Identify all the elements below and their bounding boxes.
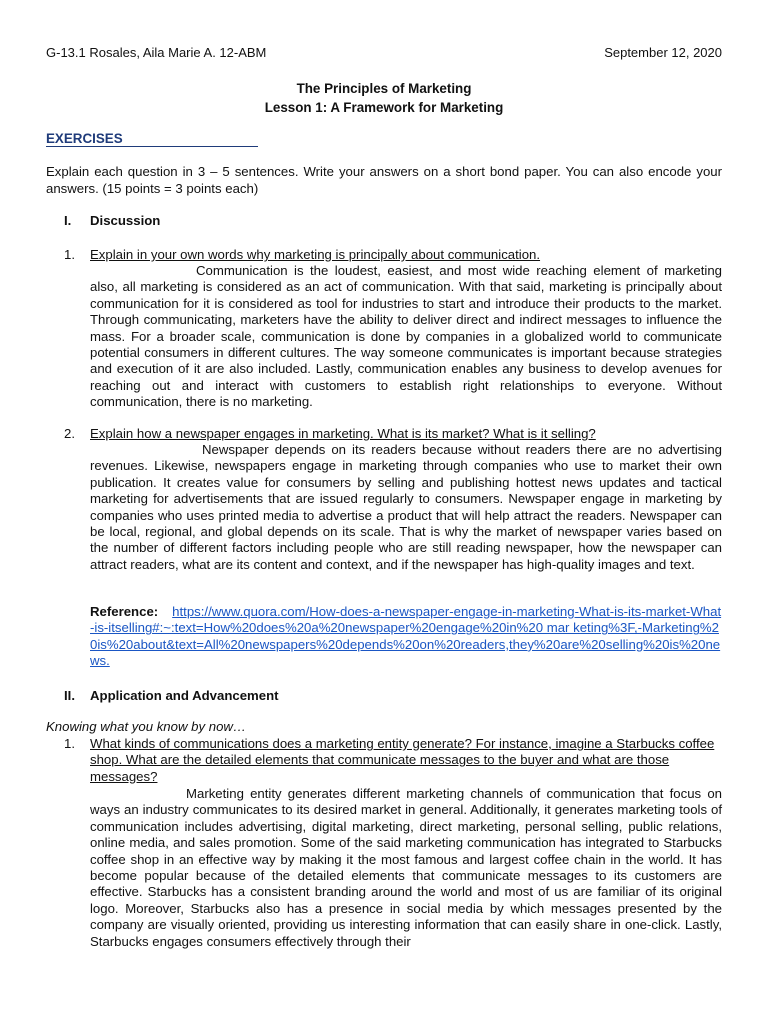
reference-link[interactable]: https://www.quora.com/How-does-a-newspaper-engage-in-marketing-What-is-its-market-What-is-itselling#:~:text=How%20does%20a%20newspaper%20engage%20in%20 mar keting%3F,-Marketing%20is%20about&text=All%20newspapers%20depends%20on%20readers,they%20are%20selling%20is%20news. (90, 604, 722, 669)
section-number: I. (64, 213, 72, 228)
exercises-label: EXERCISES (46, 131, 123, 146)
title-line-2: Lesson 1: A Framework for Marketing (264, 100, 504, 115)
section-label: Application and Advancement (90, 688, 279, 703)
question-number: 2. (64, 426, 75, 441)
exercises-heading (46, 131, 258, 147)
instructions: Explain each question in 3 – 5 sentences. Write your answers on a short bond paper. You can also encode your answers. (15 points = 3 points each) (46, 164, 722, 196)
student-name: G-13.1 Rosales, Aila Marie A. 12-ABM (46, 45, 267, 60)
document-date: September 12, 2020 (604, 45, 722, 60)
answer-2 (90, 442, 722, 573)
answer-text: Marketing entity generates different marketing channels of communication that focus on ways an industry communicates to its desired market in general. Additionally, it generates marketing tools of communication includes advertising, digital marketing, direct marketing, personal selling, public relations, online media, and sales promotion. Some of the said marketing communication has integrated to Starbucks coffee shop in an effective way by making it the most famous and largest coffee chain in the world. It has become popular because of the detailed elements that communicate messages to its customers are effective. Starbucks has a consistent branding around the world and most of us are familiar of its original logo. Moreover, Starbucks also has a presence in social media by which messages presented by the company are visually oriented, providing us interesting information that can easily share in one-click. Lastly, Starbucks engages consumers effectively through their (90, 786, 722, 949)
reference (90, 604, 722, 670)
section-heading-discussion (64, 213, 160, 228)
answer-text: Newspaper depends on its readers because without readers there are no advertising revenues. Likewise, newspapers engage in marketing through companies who use to market their own publication. It creates value for consumers by selling and publishing hottest news updates and tactical marketing for advertisements that are issued regularly to consumers. Newspaper engage in marketing by companies who uses printed media to advertise a product that will help attract the readers. Newspaper can be local, regional, and global depends on its scale. That is why the market of newspaper varies based on the number of different factors including people who are still reading newspaper, how the newspaper can attract readers, what are its content and context, and if the newspaper has high-quality images and text. (90, 442, 722, 572)
document-header (46, 45, 722, 60)
answer-text: Communication is the loudest, easiest, and most wide reaching element of marketing also, all marketing is considered as an act of communication. With that said, marketing is principally about communication for it is considered as tool for industries to start and introduce their products to the market. Through communicating, marketers have the ability to deliver direct and indirect messages to influence the mass. For a broader scale, communication is done by companies in a globalized world to communicate potential consumers in different cultures. The way someone communicates is important because strategies and execution of it are also included. Lastly, communication enables any business to develop avenues for reaching out and interact with customers to establish right relationships to everyone. Without communication, there is no marketing. (90, 263, 722, 410)
answer-1 (90, 263, 722, 411)
question-number: 1. (64, 247, 75, 262)
answer-3 (90, 786, 722, 950)
section-heading-application (64, 688, 279, 703)
intro-text: Knowing what you know by now… (46, 719, 247, 734)
question-text: Explain how a newspaper engages in marketing. What is its market? What is it selling? (90, 426, 596, 441)
document-title (46, 79, 722, 117)
title-line-1: The Principles of Marketing (296, 81, 472, 96)
question-text: Explain in your own words why marketing is principally about communication. (90, 247, 541, 262)
reference-label: Reference: (90, 604, 159, 619)
question-number: 1. (64, 736, 75, 751)
question-text: What kinds of communications does a marketing entity generate? For instance, imagine a Starbucks coffee shop. What are the detailed elements that communicate messages to the buyer and what are those messages? (90, 736, 715, 784)
section-label: Discussion (90, 213, 161, 228)
section-number: II. (64, 688, 75, 703)
